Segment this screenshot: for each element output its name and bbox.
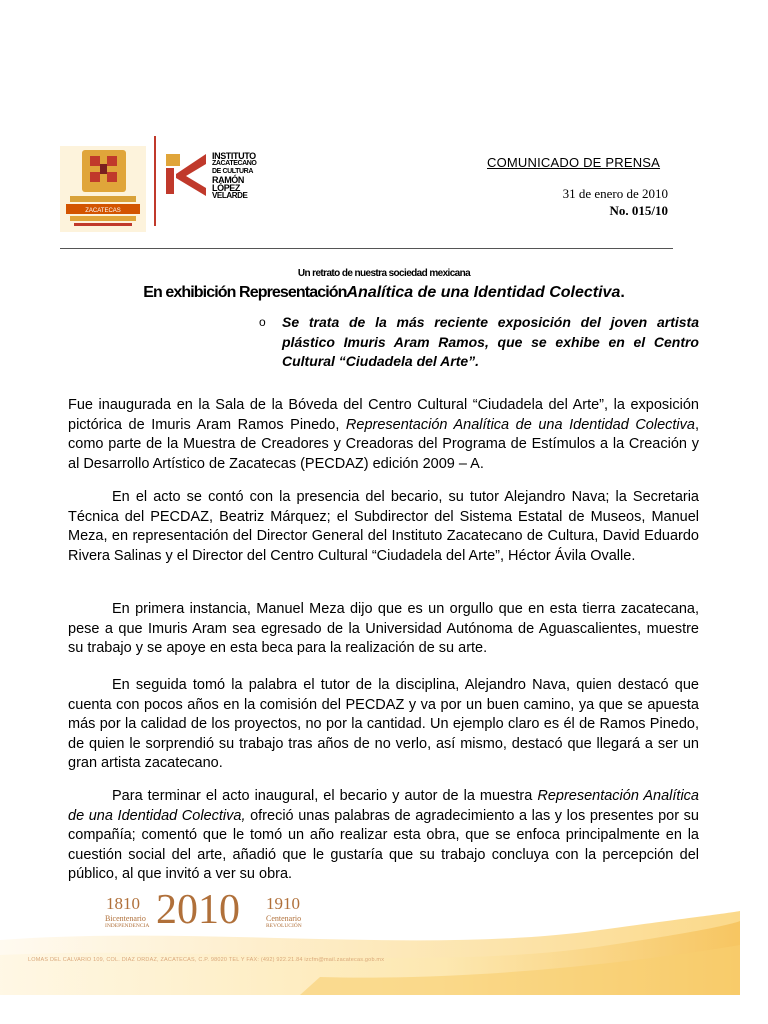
header-divider [60, 248, 673, 249]
instituto-emblem-icon [162, 150, 210, 198]
paragraph-5 [68, 787, 699, 885]
year-1910: 1910 [266, 894, 300, 913]
paragraph-1-italic: Representación Analítica de una Identidad Colectiva [345, 416, 695, 433]
footer-address: LOMAS DEL CALVARIO 109, COL. DIAZ ORDAZ, ZACATECAS, C.P. 98020 TEL Y FAX: (492) 922.21.84 izcfm@mail.zacatecas.gob.mx [28, 957, 385, 963]
paragraph-1-text-b: , como parte de la Muestra de Creadores y Creadoras del Programa de Estímulos a la Creación y al Desarrollo Artístico de Zacatecas (PECDAZ) edición 2009 – A. [68, 416, 699, 472]
subtitle: Un retrato de nuestra sociedad mexicana [297, 268, 471, 279]
paragraph-1 [68, 396, 699, 474]
paragraph-2 [68, 488, 699, 566]
paragraph-1-text-a: Fue inaugurada en la Sala de la Bóveda del Centro Cultural “Ciudadela del Arte”, la exposición pictórica de Imuris Aram Ramos Pinedo, [68, 397, 699, 433]
paragraph-5-italic: Representación Analítica de una Identidad Colectiva, [68, 788, 700, 824]
paragraph-3-text: En primera instancia, Manuel Meza dijo que es un orgullo que en esta tierra zacatecana, pese a que Imuris Aram sea egresado de la Universidad Autónoma de Aguascalientes, muestre su trabajo y se apoye en esta beca para la realización de su arte. [68, 601, 699, 657]
year-2010: 2010 [156, 887, 240, 933]
instituto-logo [162, 150, 257, 200]
revolucion-label: REVOLUCIÓN [266, 923, 302, 929]
independencia-label: INDEPENDENCIA [105, 923, 150, 929]
bicentenario-logo [100, 887, 330, 938]
paragraph-5-text-b: ofreció unas palabras de agradecimiento a las y los presentes por su compañía; comentó que le tomó un año realizar esta obra, que se enfoca principalmente en la cuestión social del arte, añadió que le gustaría que su trabajo concluya con la percepción del público, al que invitó a ver su obra. [68, 807, 699, 883]
paragraph-2-text: En el acto se contó con la presencia del becario, su tutor Alejandro Nava; la Secretaria Técnica del PECDAZ, Beatriz Márquez; el Subdirector del Sistema Estatal de Museos, Manuel Meza, en representación del Director General del Instituto Zacatecano de Cultura, David Eduardo Rivera Salinas y el Director del Centro Cultural “Ciudadela del Arte”, Héctor Ávila Ovalle. [68, 489, 699, 564]
zacatecas-logo [60, 146, 146, 232]
release-date: 31 de enero de 2010 [562, 186, 668, 201]
paragraph-3 [68, 600, 699, 659]
bullet-icon: o [259, 315, 266, 329]
centenario-label: Centenario [266, 914, 302, 923]
svg-text:ZACATECAS: ZACATECAS [85, 208, 121, 214]
release-number: No. 015/10 [609, 203, 668, 218]
instituto-name: INSTITUTO ZACATECANO DE CULTURA RAMÓN LÓPEZ VELARDE [212, 151, 257, 200]
bicentenario-label: Bicentenario [105, 914, 146, 923]
headline-period: . [620, 284, 625, 301]
headline [0, 284, 768, 302]
headline-part1: En exhibición Representación [143, 284, 347, 301]
press-release-label: COMUNICADO DE PRENSA [487, 155, 661, 170]
headline-part2: Analítica de una Identidad Colectiva [346, 284, 621, 301]
paragraph-4-text: En seguida tomó la palabra el tutor de la disciplina, Alejandro Nava, quien destacó que cuenta con pocos años en la comisión del PECDAZ y va por un buen camino, ya que se apuesta más por la calidad de los proyectos, no por la cantidad. Un ejemplo claro es él de Ramos Pinedo, de quien le sorprendió su trabajo tras años de no verlo, así mismo, destacó que llegará a ser un gran artista zacatecano. [68, 677, 699, 772]
paragraph-4 [68, 676, 699, 774]
logo-divider [154, 136, 156, 226]
year-1810: 1810 [106, 894, 140, 913]
paragraph-5-text-a: Para terminar el acto inaugural, el becario y autor de la muestra [112, 788, 538, 804]
summary-bullet: Se trata de la más reciente exposición del joven artista plástico Imuris Aram Ramos, que se exhibe en el Centro Cultural “Ciudadela del Arte”. [282, 314, 699, 369]
